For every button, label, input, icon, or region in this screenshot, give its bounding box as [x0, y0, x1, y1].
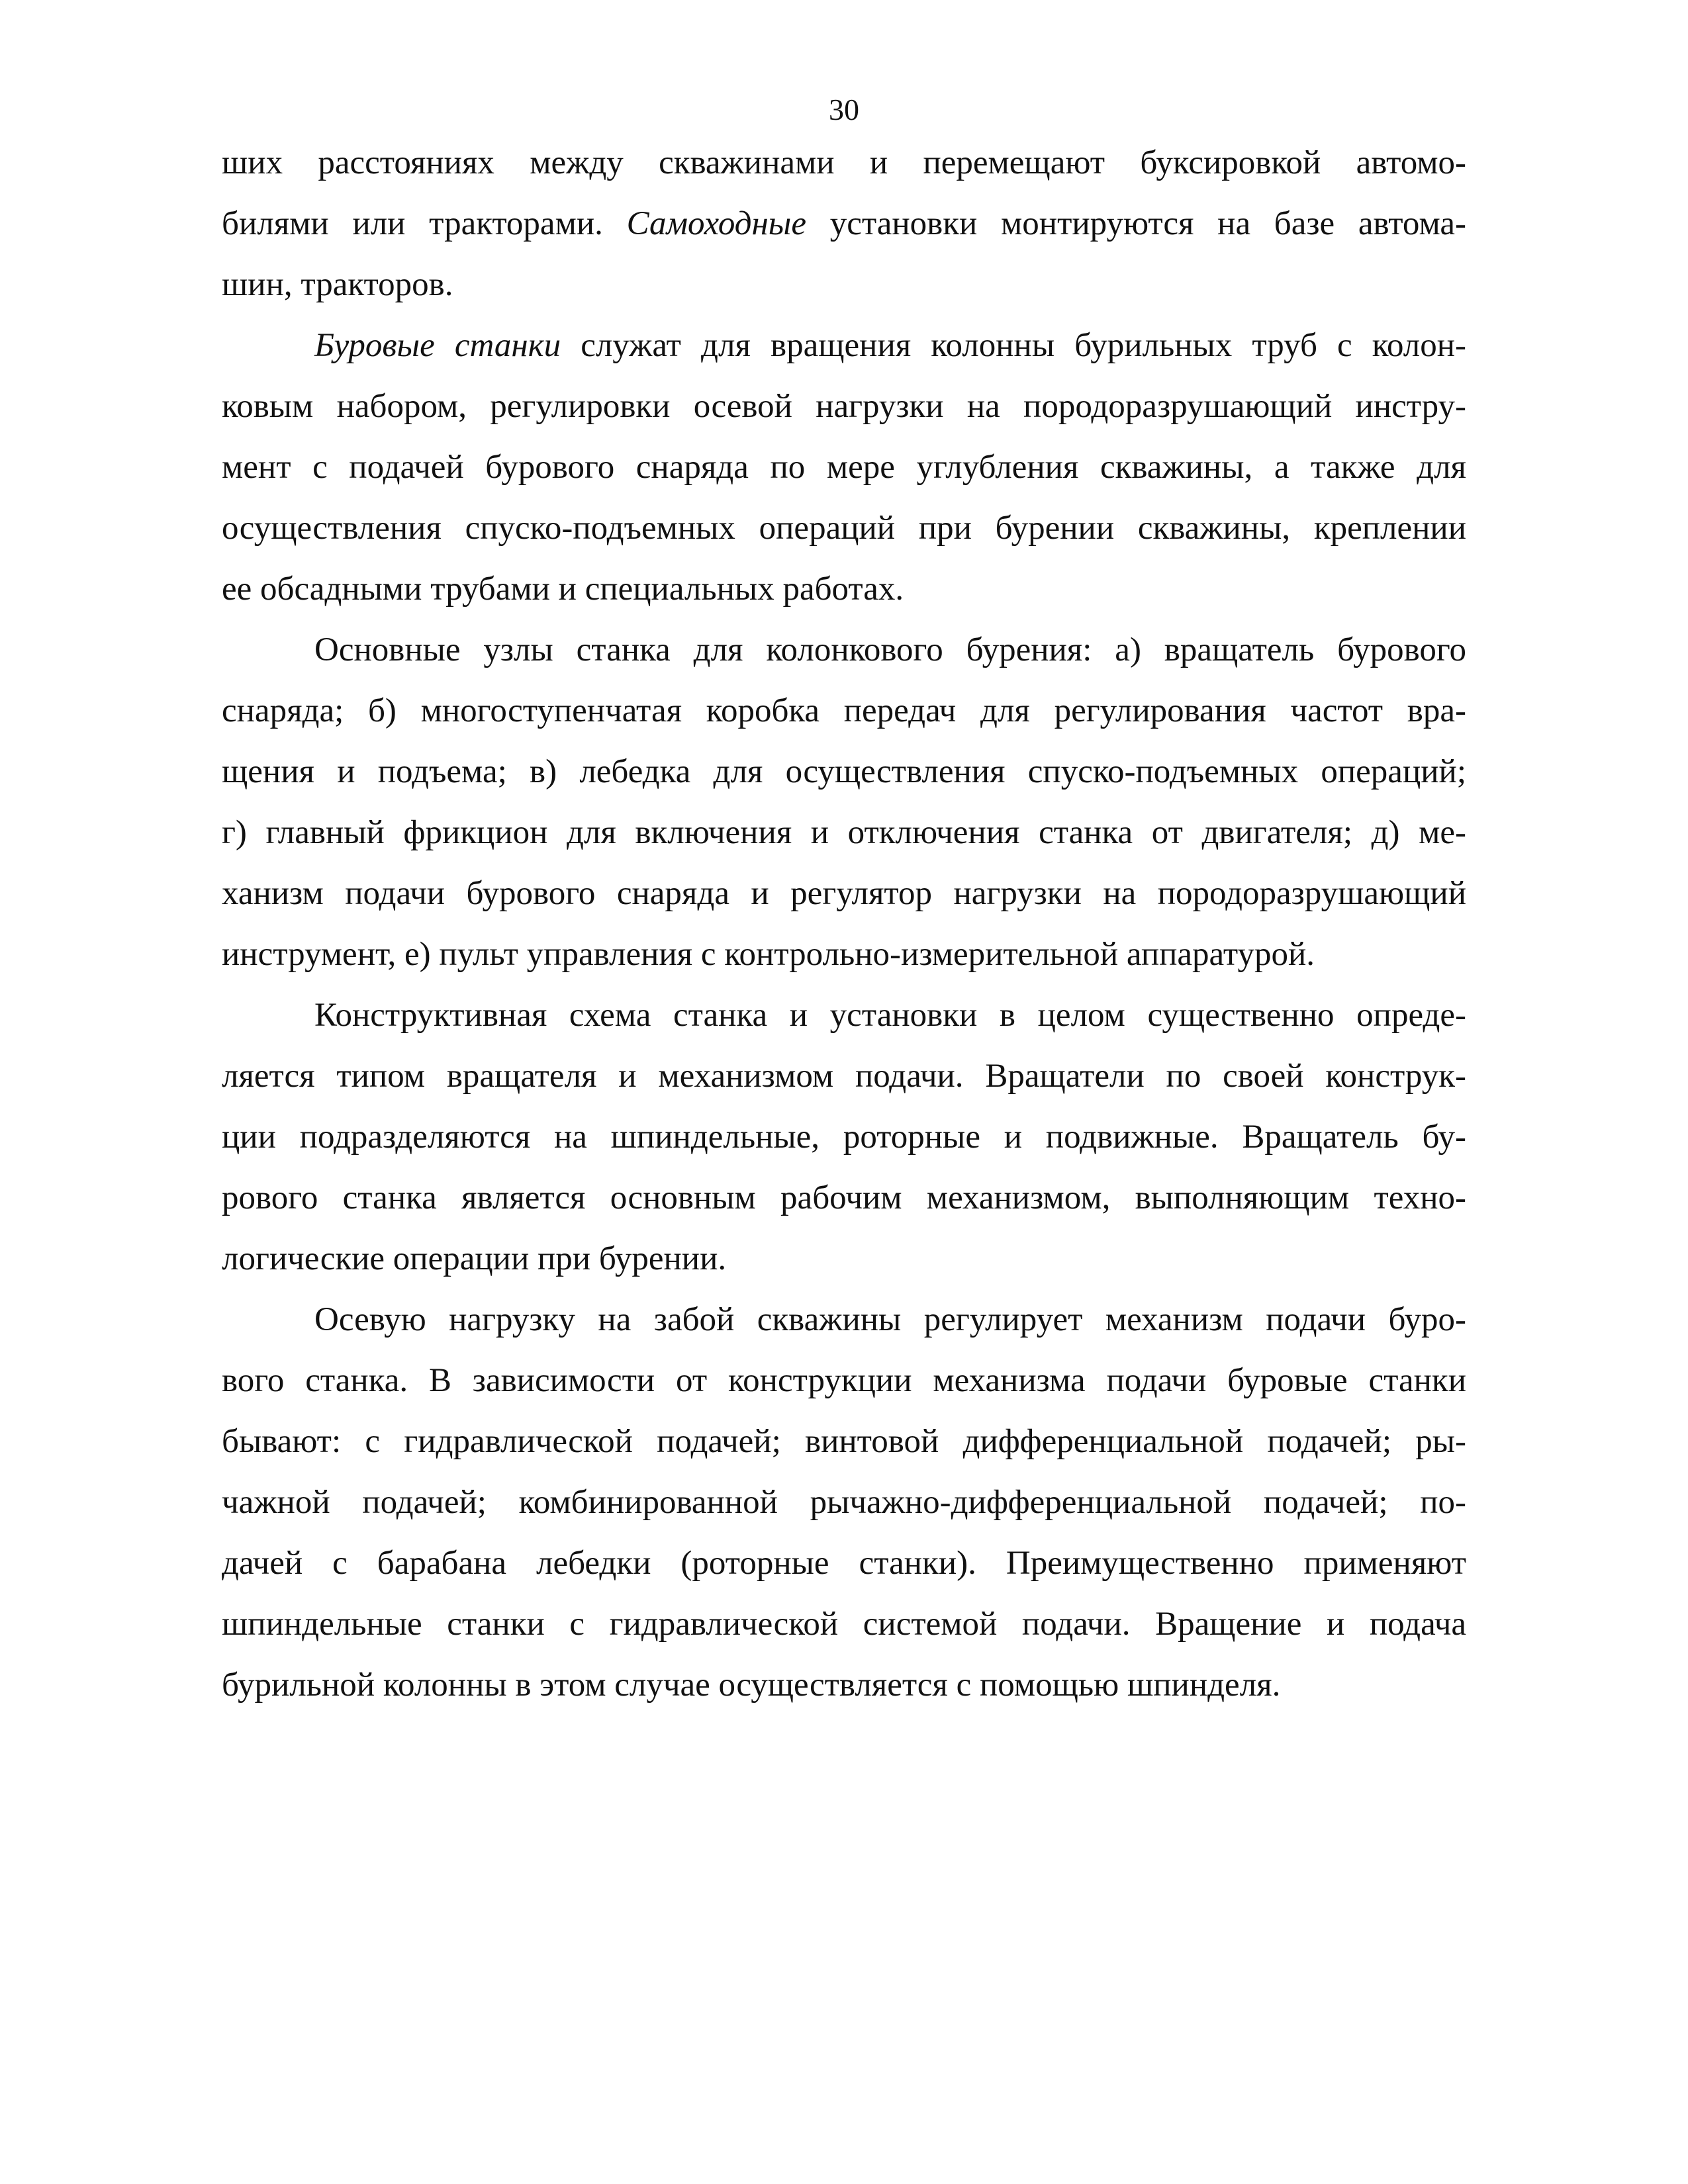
paragraph-4	[222, 985, 1466, 1289]
paragraph-4-line-4: рового станка является основным рабочим механизмом, выполняющим техно-	[222, 1179, 1466, 1216]
page-number: 30	[829, 93, 859, 126]
italic-term-self-propelled: Самоходные	[626, 205, 806, 242]
document-body	[222, 132, 1466, 1715]
paragraph-5-line-1: Осевую нагрузку на забой скважины регулирует механизм подачи буро-	[314, 1301, 1466, 1338]
paragraph-4-line-5: логические операции при бурении.	[222, 1240, 727, 1277]
paragraph-1-line-3: шин, тракторов.	[222, 266, 453, 303]
paragraph-2-line-2: ковым набором, регулировки осевой нагрузки на породоразрушающий инстру-	[222, 388, 1466, 425]
paragraph-4-line-3: ции подразделяются на шпиндельные, роторные и подвижные. Вращатель бу-	[222, 1118, 1466, 1156]
paragraph-2	[222, 315, 1466, 619]
paragraph-3-line-2: снаряда; б) многоступенчатая коробка передач для регулирования частот вра-	[222, 692, 1466, 729]
paragraph-1-line-1: ших расстояниях между скважинами и перемещают буксировкой автомо-	[222, 144, 1466, 181]
paragraph-1-line-2	[222, 193, 1466, 254]
paragraph-4-line-2: ляется типом вращателя и механизмом подачи. Вращатели по своей конструк-	[222, 1058, 1466, 1095]
paragraph-3-line-4: г) главный фрикцион для включения и отключения станка от двигателя; д) ме-	[222, 814, 1466, 851]
paragraph-5-line-2: вого станка. В зависимости от конструкции механизма подачи буровые станки	[222, 1362, 1466, 1399]
paragraph-3	[222, 619, 1466, 985]
paragraph-1-line-2-start: билями или тракторами.	[222, 205, 627, 242]
paragraph-5-line-4: чажной подачей; комбинированной рычажно-дифференциальной подачей; по-	[222, 1484, 1466, 1521]
paragraph-5-line-5: дачей с барабана лебедки (роторные станки). Преимущественно применяют	[222, 1545, 1466, 1582]
italic-term-drilling-rigs: Буровые станки	[314, 327, 561, 364]
paragraph-5-line-3: бывают: с гидравлической подачей; винтовой дифференциальной подачей; ры-	[222, 1423, 1466, 1460]
paragraph-1-line-2-end: установки монтируются на базе автома-	[806, 205, 1466, 242]
paragraph-1	[222, 132, 1466, 315]
paragraph-5-line-7: бурильной колонны в этом случае осуществляется с помощью шпинделя.	[222, 1666, 1281, 1704]
paragraph-3-line-6: инструмент, е) пульт управления с контрольно-измерительной аппаратурой.	[222, 936, 1315, 973]
paragraph-4-line-1: Конструктивная схема станка и установки в целом существенно опреде-	[314, 997, 1466, 1034]
paragraph-2-line-5: ее обсадными трубами и специальных работах.	[222, 570, 904, 608]
paragraph-2-line-1-rest: служат для вращения колонны бурильных труб с колон-	[561, 327, 1466, 364]
paragraph-3-line-3: щения и подъема; в) лебедка для осуществления спуско-подъемных операций;	[222, 753, 1466, 790]
paragraph-5	[222, 1289, 1466, 1715]
paragraph-3-line-5: ханизм подачи бурового снаряда и регулятор нагрузки на породоразрушающий	[222, 875, 1466, 912]
paragraph-2-line-3: мент с подачей бурового снаряда по мере углубления скважины, а также для	[222, 449, 1466, 486]
paragraph-3-line-1: Основные узлы станка для колонкового бурения: а) вращатель бурового	[314, 631, 1466, 668]
paragraph-2-line-4: осуществления спуско-подъемных операций при бурении скважины, креплении	[222, 510, 1466, 547]
paragraph-5-line-6: шпиндельные станки с гидравлической системой подачи. Вращение и подача	[222, 1606, 1466, 1643]
paragraph-2-line-1	[222, 315, 1466, 376]
